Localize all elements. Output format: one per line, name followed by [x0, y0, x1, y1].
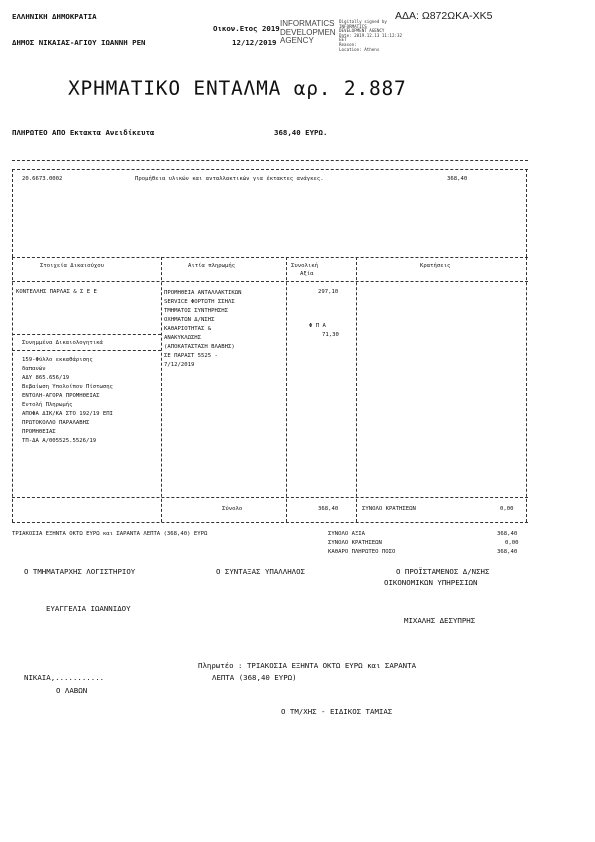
attachment-item: δαπανών: [22, 366, 46, 372]
signature-line: Location: Athens: [339, 46, 380, 52]
treasurer-label: Ο ΤΜ/ΧΗΣ - ΕΙΔΙΚΟΣ ΤΑΜΙΑΣ: [281, 707, 393, 716]
logo-line: DEVELOPMEN: [280, 27, 336, 37]
attachments-list: [22, 356, 113, 446]
document-title: ΧΡΗΜΑΤΙΚΟ ΕΝΤΑΛΜΑ αρ. 2.887: [68, 77, 407, 100]
attachment-item: Εντολή Πληρωμής: [22, 402, 73, 408]
document-date: 12/12/2019: [232, 38, 277, 47]
attachments-top-line: [12, 334, 161, 335]
header-bottom-line: [12, 281, 528, 282]
attachment-item: ΠΡΩΤΟΚΟΛΛΟ ΠΑΡΑΛΑΒΗΣ: [22, 420, 90, 426]
totals-top-line: [12, 497, 528, 498]
deductions-total-value: 0,00: [500, 506, 514, 512]
attachment-item: ΤΠ-ΔΑ Α/005525.5526/19: [22, 438, 97, 444]
reason-line: ΣΕ ΠΑΡΑΣΤ 5525 -: [164, 353, 218, 359]
totals-bottom-line: [12, 522, 528, 523]
payable-amount: 368,40 ΕΥΡΩ.: [274, 128, 328, 137]
header-beneficiary: Στοιχεία Δικαιούχου: [40, 263, 104, 269]
summary-deductions-label: ΣΥΝΟΛΟ ΚΡΑΤΗΣΕΩΝ: [328, 540, 382, 546]
republic-label: ΕΛΛΗΝΙΚΗ ΔΗΜΟΚΡΑΤΙΑ: [12, 12, 97, 21]
informatics-logo: [280, 20, 336, 46]
director-title-2: ΟΙΚΟΝΟΜΙΚΩΝ ΥΠΗΡΕΣΙΩΝ: [384, 578, 478, 587]
recipient-label: Ο ΛΑΒΩΝ: [56, 686, 88, 695]
clerk-title: Ο ΣΥΝΤΑΞΑΣ ΥΠΑΛΛΗΛΟΣ: [216, 567, 305, 576]
attachment-item: ΠΡΟΜΗΘΕΙΑΣ: [22, 429, 56, 435]
logo-line: INFORMATICS: [280, 19, 335, 28]
place-date: ΝΙΚΑΙΑ,...........: [24, 673, 105, 682]
attachments-bottom-line: [12, 350, 161, 351]
upper-box-bottom: [12, 257, 528, 258]
reason-line: ΟΧΗΜΑΤΩΝ Δ/ΝΣΗΣ: [164, 317, 215, 323]
summary-net-value: 368,40: [497, 549, 518, 555]
reason-line: (ΑΠΟΚΑΤΑΣΤΑΣΗ ΒΛΑΒΗΣ): [164, 344, 235, 350]
logo-line: AGENCY: [280, 36, 314, 46]
signature-line: DEVELOPMENT AGENCY: [339, 28, 385, 34]
vat-amount: 71,30: [322, 332, 339, 338]
frame-left-upper: [12, 169, 13, 257]
attachments-label: Συνημμένα Δικαιολογητικά: [22, 340, 103, 346]
col-divider-3: [356, 257, 357, 522]
header-deductions: Κρατήσεις: [420, 263, 451, 269]
accounting-head-name: ΕΥΑΓΓΕΛΙΑ ΙΩΑΝΝΙΔΟΥ: [46, 604, 131, 613]
attachment-item: ΑΔΥ 865.656/19: [22, 375, 70, 381]
header-total-1: Συνολική: [291, 263, 318, 269]
attachment-item: 159-Φύλλο εκκαθάρισης: [22, 357, 93, 363]
table-right-border: [526, 257, 527, 522]
municipality-label: ΔΗΜΟΣ ΝΙΚΑΙΑΣ-ΑΓΙΟΥ ΙΩΑΝΝΗ ΡΕΝ: [12, 38, 146, 47]
budget-amount: 368,40: [447, 176, 468, 182]
reason-line: ΚΑΘΑΡΙΟΤΗΤΑΣ &: [164, 326, 212, 332]
reason-line: 7/12/2019: [164, 362, 195, 368]
accounting-head-title: Ο ΤΜΗΜΑΤΑΡΧΗΣ ΛΟΓΙΣΤΗΡΙΟΥ: [24, 567, 136, 576]
signature-line: Reason:: [339, 41, 357, 47]
vat-label: Φ Π Α: [309, 323, 326, 329]
director-title-1: Ο ΠΡΟΪΣΤΑΜΕΝΟΣ Δ/ΝΣΗΣ: [396, 567, 490, 576]
attachment-item: ΑΠΟΦΑ ΔΙΚ/ΚΑ ΣΤΟ 192/19 ΕΠΙ: [22, 411, 113, 417]
header-reason: Αιτία πληρωμής: [188, 263, 236, 269]
frame-right-upper: [526, 169, 527, 257]
col-divider-2: [286, 257, 287, 522]
col-divider-1: [161, 257, 162, 522]
summary-net-label: ΚΑΘΑΡΟ ΠΛΗΡΩΤΕΟ ΠΟΣΟ: [328, 549, 396, 555]
signature-line: INFORMATICS: [339, 23, 367, 29]
attachment-item: ΕΝΤΟΛΗ-ΑΓΟΡΑ ΠΡΟΜΗΘΕΙΑΣ: [22, 393, 100, 399]
footer-payable-line-2: ΛΕΠΤΑ (368,40 ΕΥΡΩ): [212, 673, 297, 682]
sum-value: 368,40: [318, 506, 339, 512]
sum-label: Σύνολο: [222, 506, 243, 512]
reason-line: SERVICE ΦΟΡΤΩΤΗ ΣΣΗΛΣ: [164, 299, 235, 305]
payable-label: ΠΛΗΡΩΤΕΟ ΑΠΟ Εκτακτα Ανειδίκευτα: [12, 128, 155, 137]
digital-signature-text: [339, 20, 402, 52]
table-left-border: [12, 257, 13, 522]
frame-top-line: [12, 160, 528, 161]
beneficiary-name: ΚΟΝΤΕΛΛΗΣ ΠΑΡΛΑΣ & Σ Ε Ε: [16, 289, 97, 295]
code-row-line: [12, 169, 528, 170]
reason-line: ΠΡΟΜΗΘΕΙΑ ΑΝΤΑΛΛΑΚΤΙΚΩΝ: [164, 290, 242, 296]
ada-code: ΑΔΑ: Ω872ΩΚΑ-ΧΚ5: [395, 10, 493, 22]
fiscal-year: Οικον.Ετος 2019: [213, 24, 280, 33]
payment-reason: [164, 289, 241, 370]
signature-line: Digitally signed by: [339, 19, 387, 24]
reason-line: ΑΝΑΚΥΚΛΩΣΗΣ: [164, 335, 202, 341]
footer-payable-line-1: Πληρωτέο : ΤΡΙΑΚΟΣΙΑ ΕΞΗΝΤΑ ΟΚΤΩ ΕΥΡΩ και ΣΑΡΑΝΤΑ: [198, 661, 417, 670]
summary-total-label: ΣΥΝΟΛΟ ΑΞΙΑ: [328, 531, 366, 537]
reason-line: ΤΜΗΜΑΤΟΣ ΣΥΝΤΗΡΗΣΗΣ: [164, 308, 228, 314]
budget-code: 20.6673.0002: [22, 176, 63, 182]
summary-deductions-value: 0,00: [505, 540, 519, 546]
deductions-total-label: ΣΥΝΟΛΟ ΚΡΑΤΗΣΕΩΝ: [362, 506, 416, 512]
attachment-item: Βεβαίωση Υπολοίπου Πίστωσης: [22, 384, 113, 390]
summary-total-value: 368,40: [497, 531, 518, 537]
net-amount: 297,10: [318, 289, 339, 295]
amount-in-words: ΤΡΙΑΚΟΣΙΑ ΕΞΗΝΤΑ ΟΚΤΩ ΕΥΡΩ και ΣΑΡΑΝΤΑ ΛΕΠΤΑ (368,40) ΕΥΡΩ: [12, 531, 208, 537]
budget-description: Προμήθεια υλικών και ανταλλακτικών για έκτακτες ανάγκες.: [135, 176, 324, 182]
header-total-2: Αξία: [300, 271, 314, 277]
signature-line: Date: 2019.12.13 11:12:32: [339, 32, 403, 38]
director-name: ΜΙΧΑΛΗΣ ΔΕΣΥΠΡΗΣ: [404, 616, 476, 625]
signature-line: EET: [339, 37, 347, 43]
